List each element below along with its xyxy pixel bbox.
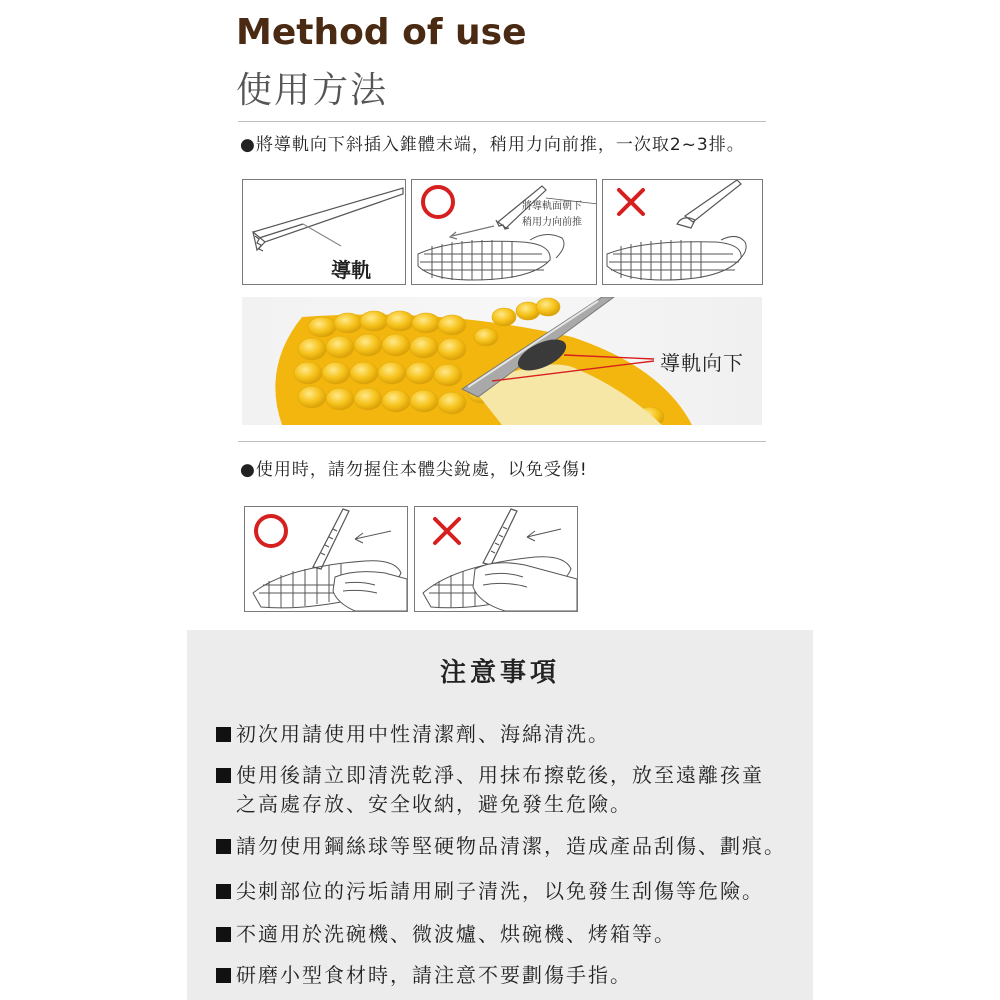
wrong-method-panel (602, 179, 763, 285)
square-bullet-icon (216, 968, 231, 983)
square-bullet-icon (216, 839, 231, 854)
step1-instruction: ●將導軌向下斜插入錐體末端，稍用力向前推，一次取2~3排。 (240, 135, 745, 155)
title-english: Method of use (236, 12, 527, 53)
corn-photo (242, 297, 762, 425)
correct-circle-icon (423, 187, 453, 217)
divider (238, 441, 766, 442)
divider (238, 121, 766, 122)
corn-cob-icon (418, 234, 564, 280)
wrong-cross-icon (619, 190, 643, 214)
note-item: 不適用於洗碗機、微波爐、烘碗機、烤箱等。 (216, 919, 676, 950)
tool-icon (313, 509, 349, 569)
step2-instruction: ●使用時，請勿握住本體尖銳處，以免受傷! (240, 460, 588, 480)
correct-method-panel (411, 179, 597, 285)
note-line-1: 將導軌面朝下 (522, 201, 582, 212)
tool-illustration (243, 180, 405, 284)
hand-icon (473, 563, 577, 611)
note-item-continuation: 之高處存放、安全收納，避免發生危險。 (236, 792, 632, 816)
tool-diagram-panel (242, 179, 406, 285)
corn-cob-icon (607, 236, 746, 280)
rail-label: 導軌 (331, 258, 371, 282)
hand-icon (333, 572, 407, 611)
note-item: 使用後請立即清洗乾淨、用抹布擦乾後，放至遠離孩童 (216, 760, 764, 791)
note-item: 初次用請使用中性清潔劑、海綿清洗。 (216, 719, 610, 750)
notes-title: 注意事項 (439, 658, 560, 688)
correct-grip-panel (244, 506, 408, 612)
note-item: 尖刺部位的污垢請用刷子清洗，以免發生刮傷等危險。 (216, 876, 764, 907)
wrong-grip-panel (414, 506, 578, 612)
title-chinese: 使用方法 (236, 70, 389, 111)
note-item: 研磨小型食材時，請注意不要劃傷手指。 (216, 960, 632, 991)
square-bullet-icon (216, 727, 231, 742)
correct-circle-icon (256, 516, 286, 546)
wrong-cross-icon (435, 519, 459, 543)
note-line-2: 稍用力向前推 (522, 217, 582, 228)
square-bullet-icon (216, 884, 231, 899)
square-bullet-icon (216, 768, 231, 783)
note-item: 請勿使用鋼絲球等堅硬物品清潔，造成產品刮傷、劃痕。 (216, 831, 786, 862)
square-bullet-icon (216, 927, 231, 942)
tool-icon (483, 509, 517, 565)
tool-icon (677, 180, 741, 228)
rail-down-label: 導軌向下 (660, 351, 744, 375)
